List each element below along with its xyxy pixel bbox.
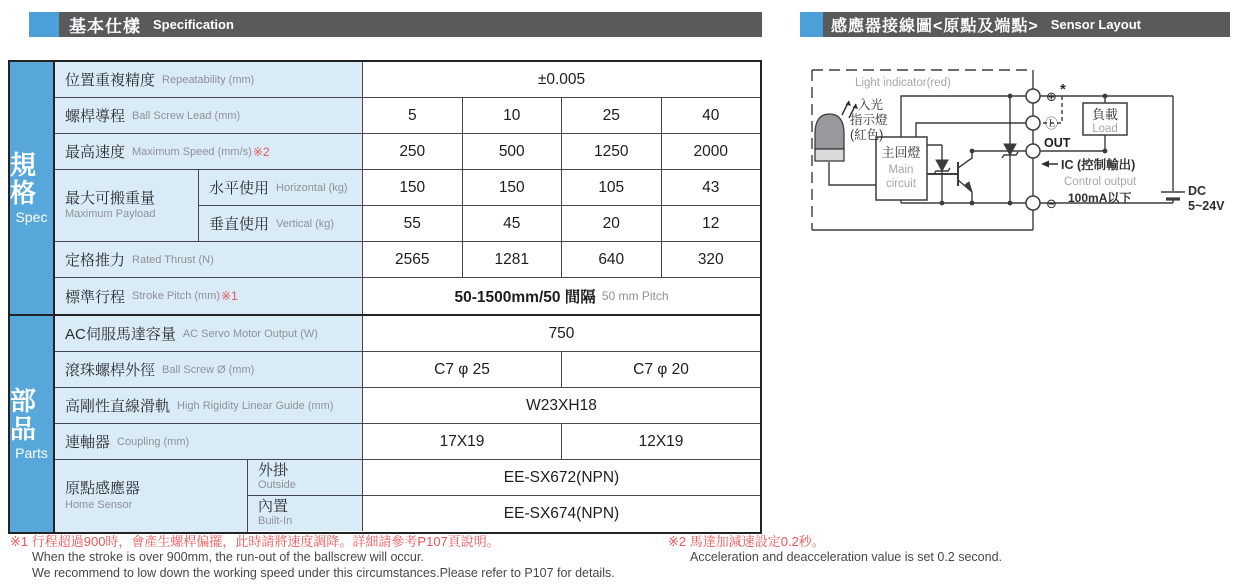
cell-value: 150 xyxy=(463,170,563,205)
terminal-plus-circle xyxy=(1026,89,1040,103)
specification-header-bar xyxy=(29,12,762,37)
table-row-stroke-pitch xyxy=(55,278,760,314)
sidebar-label-zh: 規格 xyxy=(10,149,37,208)
cell-value: 1250 xyxy=(562,134,662,169)
blue-accent-square xyxy=(800,12,823,37)
spec-section xyxy=(10,62,760,314)
light-indicator-label-zh1: 入光 xyxy=(858,98,884,112)
asterisk-label: * xyxy=(1060,81,1066,98)
cell-value: ±0.005 xyxy=(537,70,586,88)
cell-value: 40 xyxy=(702,106,720,124)
cell-value: C7 φ 20 xyxy=(633,360,689,378)
footnote-marker: ※2 xyxy=(252,144,270,159)
parts-section xyxy=(10,314,760,532)
specification-title-en: Specification xyxy=(153,17,234,32)
cell-value: C7 φ 25 xyxy=(363,352,562,387)
wire-led xyxy=(829,162,876,185)
ic-arrow xyxy=(1041,161,1058,168)
cell-value: 55 xyxy=(363,206,463,241)
row-label-en: Ball Screw Ø (mm) xyxy=(162,363,255,376)
row-label-zh: 定格推力 xyxy=(65,252,126,269)
sensor-layout-title-zh: 感應器接線圖<原點及端點> xyxy=(831,18,1039,35)
zener-left-icon xyxy=(936,160,948,171)
cell-value xyxy=(363,278,760,314)
cell-value: 640 xyxy=(562,242,662,277)
row-label-zh: 最大可搬重量 xyxy=(65,189,156,207)
wire-plus xyxy=(901,96,1033,137)
row-label-zh: 螺桿導程 xyxy=(65,108,126,125)
cell-value: 43 xyxy=(702,178,720,196)
row-label-zh: 高剛性直線滑軌 xyxy=(65,398,171,415)
row-label-en: AC Servo Motor Output (W) xyxy=(182,327,318,340)
load-label-zh: 負載 xyxy=(1091,107,1119,122)
terminal-out-label: OUT xyxy=(1044,136,1071,150)
row-label-en: Built-In xyxy=(258,515,293,528)
load-label-en: Load xyxy=(1092,123,1118,135)
light-indicator-label-zh2: 指示燈 xyxy=(850,113,888,127)
table-row-max-speed xyxy=(55,134,760,170)
sidebar-label-en: Parts xyxy=(15,445,48,462)
table-row-vertical xyxy=(199,206,760,241)
row-label-en: Ball Screw Lead (mm) xyxy=(132,109,241,122)
row-label-en: Rated Thrust (N) xyxy=(132,253,214,266)
specification-table xyxy=(8,60,762,534)
cell-value: 10 xyxy=(463,98,563,133)
footnote-2 xyxy=(668,534,1002,565)
transistor-collector xyxy=(958,151,972,168)
footnote-1-zh: ※1 行程超過900時，會產生螺桿偏擺，此時請將速度調降。詳細請參考P107頁說明。 xyxy=(10,534,500,549)
row-label-en: Coupling (mm) xyxy=(117,435,190,448)
sidebar-label-en: Spec xyxy=(15,209,48,226)
table-row-rated-thrust xyxy=(55,242,760,278)
row-label-zh: AC伺服馬達容量 xyxy=(65,326,176,343)
row-label-zh: 最高速度 xyxy=(65,144,126,161)
cell-value: 5 xyxy=(363,98,463,133)
stroke-pitch-value: 50-1500mm/50 間隔 xyxy=(454,289,596,306)
control-output-label-en: Control output xyxy=(1064,176,1137,188)
row-label-zh: 滾珠螺桿外徑 xyxy=(65,362,156,379)
wire-l xyxy=(916,123,1033,137)
cell-value: 12 xyxy=(702,214,720,232)
cell-value: EE-SX672(NPN) xyxy=(503,468,620,486)
table-row-horizontal xyxy=(199,170,760,206)
row-label-en: High Rigidity Linear Guide (mm) xyxy=(177,399,334,412)
footnote-1-en-line1: When the stroke is over 900mm, the run-out of the ballscrew will occur. xyxy=(32,550,424,565)
light-indicator-label-zh3: (紅色) xyxy=(850,128,884,142)
table-row-repeatability xyxy=(55,62,760,98)
table-row-servo-output xyxy=(55,316,760,352)
footnote-2-zh: ※2 馬達加減速設定0.2秒。 xyxy=(668,534,825,549)
specification-title-zh: 基本仕樣 xyxy=(69,17,141,36)
ic-label: IC (控制輸出) xyxy=(1061,158,1136,172)
row-label-zh: 水平使用 xyxy=(209,180,270,197)
row-label-en: Home Sensor xyxy=(65,498,133,511)
cell-value: 105 xyxy=(562,170,662,205)
footnote-1 xyxy=(10,534,615,581)
row-label-en: Stroke Pitch (mm) xyxy=(132,290,221,302)
row-label-zh: 位置重複精度 xyxy=(65,72,156,89)
row-label-zh: 原點感應器 xyxy=(65,480,141,498)
sensor-layout-header-bar xyxy=(800,12,1230,37)
row-label-zh: 連軸器 xyxy=(65,434,111,451)
cell-value: 12X19 xyxy=(638,432,684,450)
sensor-wiring-diagram xyxy=(800,52,1237,287)
cell-value: 500 xyxy=(463,134,563,169)
cell-value: 150 xyxy=(363,170,463,205)
terminal-plus-label: ⊕ xyxy=(1046,89,1057,104)
junction-dots xyxy=(940,94,1108,206)
parts-section-sidebar xyxy=(10,316,55,532)
dc-label-2: 5~24V xyxy=(1188,199,1225,213)
cell-value: 2000 xyxy=(693,142,728,160)
blue-accent-square xyxy=(29,12,59,37)
row-label-zh: 內置 xyxy=(258,498,289,516)
terminal-minus-circle xyxy=(1026,196,1040,210)
footnote-marker: ※1 xyxy=(221,289,238,303)
cell-value: 45 xyxy=(463,206,563,241)
sensor-layout-title-en: Sensor Layout xyxy=(1050,17,1141,32)
terminal-l-label: Ⓛ xyxy=(1045,116,1059,131)
current-limit-label: 100mA以下 xyxy=(1068,191,1132,205)
main-circuit-label-en1: Main xyxy=(888,164,914,176)
cell-value: EE-SX674(NPN) xyxy=(503,504,620,522)
main-circuit-label-en2: circuit xyxy=(885,178,917,190)
table-row-linear-guide xyxy=(55,388,760,424)
terminal-out-circle xyxy=(1026,144,1040,158)
cell-value: 250 xyxy=(363,134,463,169)
row-label-en: Repeatability (mm) xyxy=(162,73,255,86)
row-label-en: Outside xyxy=(258,479,296,492)
table-row-ball-screw-lead xyxy=(55,98,760,134)
cell-value: W23XH18 xyxy=(526,396,597,414)
row-label-zh: 垂直使用 xyxy=(209,216,270,233)
row-label-zh: 外掛 xyxy=(258,462,289,480)
table-rowgroup-home-sensor xyxy=(55,460,760,532)
row-label-en: Maximum Speed (mm/s) xyxy=(132,145,252,158)
terminal-l-circle xyxy=(1026,116,1040,130)
main-circuit-label-zh: 主回燈 xyxy=(881,145,921,160)
table-row-coupling xyxy=(55,424,760,460)
terminal-minus-label: ⊖ xyxy=(1046,196,1057,211)
cell-value: 20 xyxy=(562,206,662,241)
row-label-zh: 標準行程 xyxy=(65,288,126,306)
table-row-home-sensor-outside xyxy=(248,460,760,496)
dc-label-1: DC xyxy=(1188,184,1207,198)
cell-value: 750 xyxy=(548,324,575,342)
row-label-en: Horizontal (kg) xyxy=(276,181,348,194)
table-rowgroup-max-payload xyxy=(55,170,760,242)
cell-value: 1281 xyxy=(463,242,563,277)
sidebar-label-zh: 部品 xyxy=(10,385,37,444)
table-row-ball-screw-dia xyxy=(55,352,760,388)
table-row-home-sensor-builtin xyxy=(248,496,760,531)
row-label-en: Vertical (kg) xyxy=(276,217,335,230)
stroke-pitch-subtext: 50 mm Pitch xyxy=(601,289,669,303)
footnote-1-en-line2: We recommend to low down the working speed under this circumstances.Please refer to P107 for details. xyxy=(32,566,615,581)
footnote-2-en: Acceleration and deacceleration value is set 0.2 second. xyxy=(690,550,1002,565)
cell-value: 17X19 xyxy=(363,424,562,459)
row-label-en: Maximum Payload xyxy=(65,208,156,221)
light-indicator-label-en: Light indicator(red) xyxy=(855,77,951,89)
cell-value: 320 xyxy=(697,250,724,268)
cell-value: 25 xyxy=(562,98,662,133)
cell-value: 2565 xyxy=(363,242,463,277)
spec-section-sidebar xyxy=(10,62,55,314)
